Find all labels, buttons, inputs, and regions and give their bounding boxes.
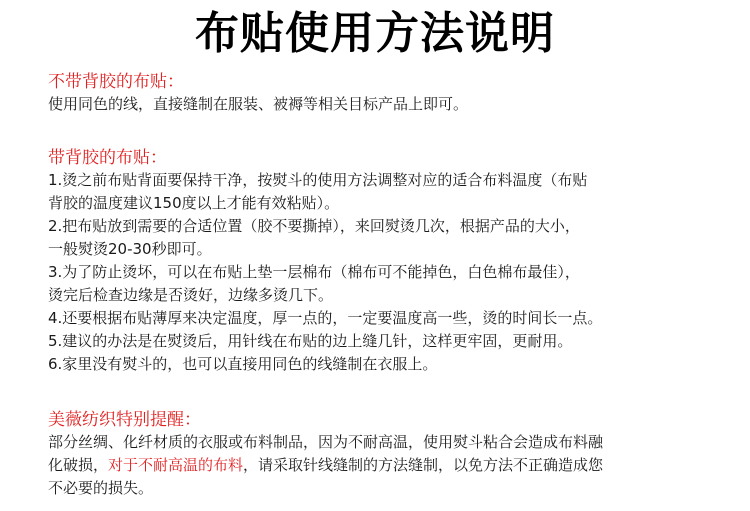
- step-5-line: 5.建议的办法是在熨烫后，用针线在布贴的边上缝几针，这样更牢固，更耐用。: [48, 332, 573, 350]
- section-no-adhesive: [48, 72, 468, 116]
- page-title: 布贴使用方法说明: [195, 8, 555, 59]
- reminder-line-2-start: 化破损，: [48, 456, 109, 474]
- reminder-line-2: [48, 454, 603, 477]
- section-with-adhesive: [48, 148, 602, 376]
- step-3-line-1: 3.为了防止烫坏，可以在布贴上垫一层棉布（棉布可不能掉色，白色棉布最佳），: [48, 263, 580, 281]
- reminder-line-1: 部分丝绸、化纤材质的衣服或布料制品，因为不耐高温，使用熨斗粘合会造成布料融: [48, 433, 604, 451]
- section-heading-reminder: 美薇纺织特别提醒：: [48, 410, 201, 430]
- step-2-line-2: 一般熨烫20-30秒即可。: [48, 240, 212, 258]
- step-2-line-1: 2.把布贴放到需要的合适位置（胶不要撕掉），来回熨烫几次，根据产品的大小，: [48, 217, 580, 235]
- step-4-line: 4.还要根据布贴薄厚来决定温度，厚一点的，一定要温度高一些，烫的时间长一点。: [48, 309, 603, 327]
- section-special-reminder: [48, 410, 603, 500]
- section-heading-with-adhesive: 带背胶的布贴：: [48, 148, 167, 168]
- section-heading-no-adhesive: 不带背胶的布贴：: [48, 72, 184, 92]
- section-text-line: 使用同色的线，直接缝制在服装、被褥等相关目标产品上即可。: [48, 95, 469, 113]
- step-1-line-2: 背胶的温度建议150度以上才能有效粘贴）。: [48, 194, 340, 212]
- step-3-line-2: 烫完后检查边缘是否烫好，边缘多烫几下。: [48, 286, 334, 304]
- step-6-line: 6.家里没有熨斗的，也可以直接用同色的线缝制在衣服上。: [48, 355, 438, 373]
- reminder-line-2-end: ，请采取针线缝制的方法缝制，以免方法不正确造成您: [243, 456, 604, 474]
- reminder-line-3: 不必要的损失。: [48, 479, 154, 497]
- reminder-highlight: 对于不耐高温的布料: [108, 456, 244, 474]
- step-1-line-1: 1.烫之前布贴背面要保持干净，按熨斗的使用方法调整对应的适合布料温度（布贴: [48, 171, 588, 189]
